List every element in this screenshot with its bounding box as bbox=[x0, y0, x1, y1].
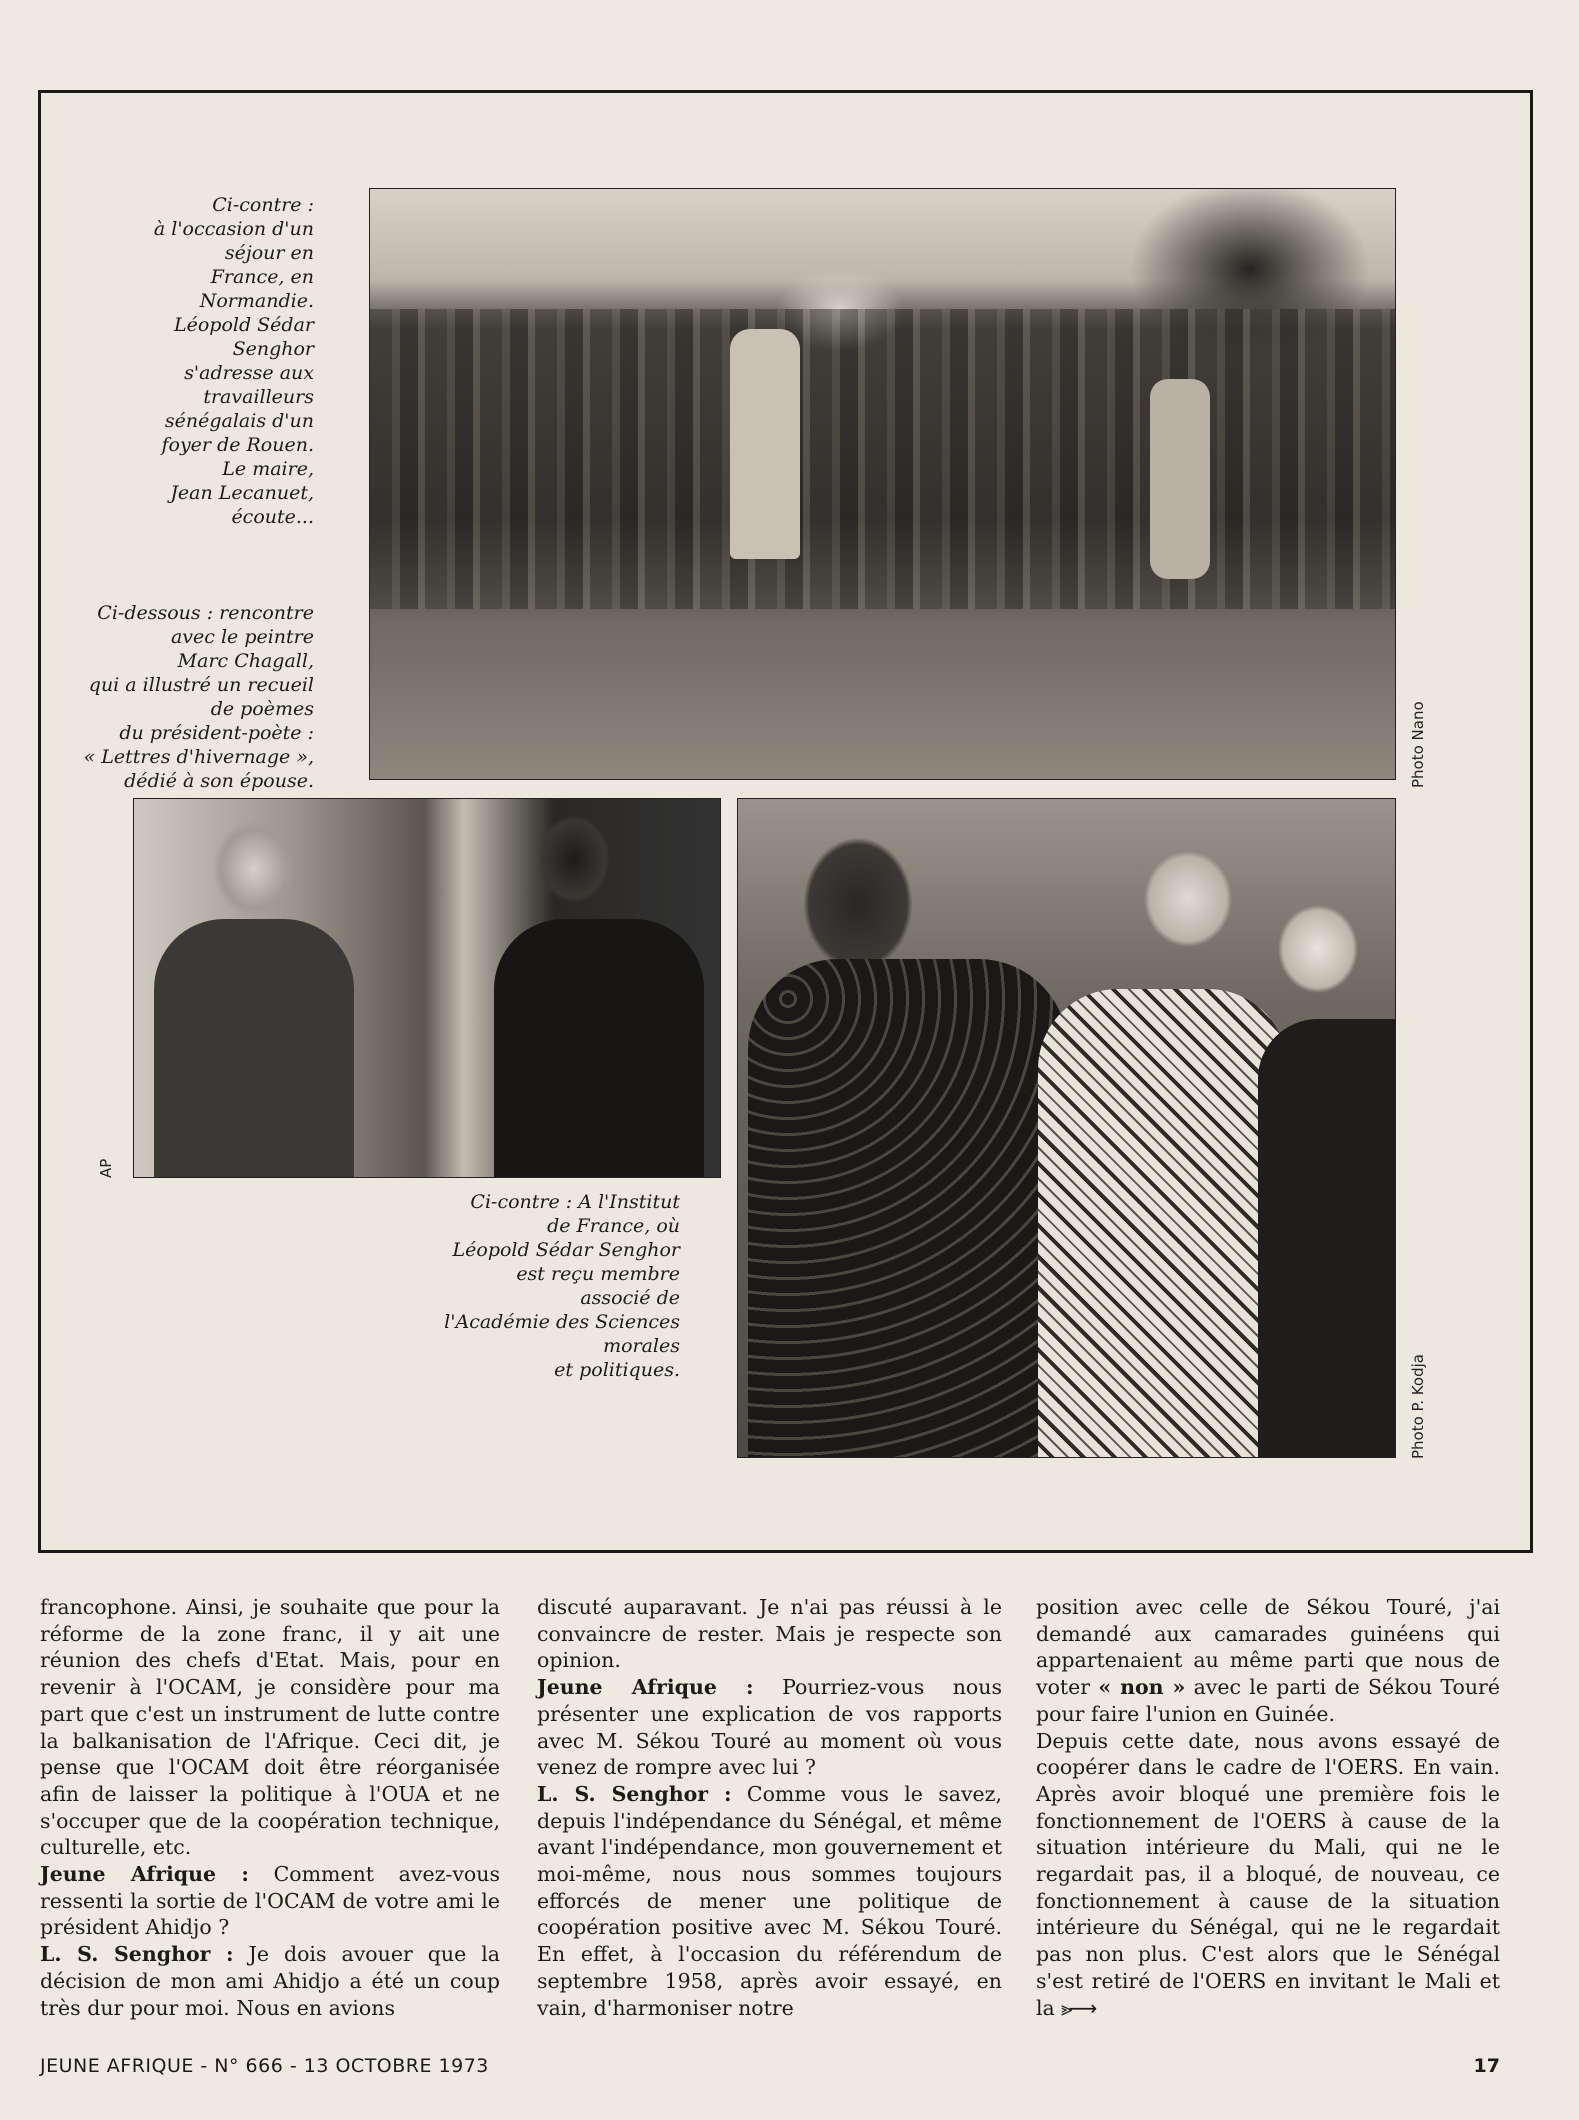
page-footer bbox=[40, 2055, 1500, 2085]
answer-text: Comme vous le savez, depuis l'indépendance du Sénégal, et même avant l'indépendance, mon gouvernement et moi-même, nous nous sommes toujours efforcés de mener une politique de coopération positive avec M. Sékou Touré. En effet, à l'occasion du référendum de septembre 1958, après avoir essayé, en vain, d'harmoniser notre bbox=[537, 1781, 1002, 2020]
paragraph-text: position avec celle de Sékou Touré, j'ai demandé aux camarades guinéens qui appartenaient au même parti que nous de voter bbox=[1036, 1595, 1500, 1700]
publication-info: JEUNE AFRIQUE - N° 666 - 13 OCTOBRE 1973 bbox=[40, 2055, 489, 2077]
continue-arrow-icon: ⪢⟶ bbox=[1061, 1995, 1094, 2020]
speaker-label: L. S. Senghor : bbox=[40, 1942, 234, 1967]
question-text: Comment avez-vous ressenti la sortie de l'OCAM de votre ami le président Ahidjo ? bbox=[40, 1862, 500, 1940]
caption-chagall: Ci-dessous : rencontre avec le peintre Marc Chagall, qui a illustré un recueil de poèmes du président-poète : « Lettres d'hivernage », dédié à son épouse. bbox=[83, 602, 314, 792]
text-column-2 bbox=[537, 1594, 1002, 2021]
answer-text: Je dois avouer que la décision de mon ami Ahidjo a été un coup très dur pour moi. Nous en avions bbox=[40, 1942, 500, 2020]
answer-paragraph bbox=[40, 1941, 500, 2021]
page-number: 17 bbox=[1473, 2055, 1500, 2077]
speaker-label: L. S. Senghor : bbox=[537, 1781, 732, 1806]
question-paragraph bbox=[537, 1674, 1002, 1781]
question-paragraph bbox=[40, 1861, 500, 1941]
paragraph-text: Depuis cette date, nous avons essayé de coopérer dans le cadre de l'OERS. En vain. Après avoir bloqué une première fois le fonctionnement de l'OERS à cause de la situation intérieure du Mali, qui ne le regardait pas, il a bloqué, de nouveau, ce fonctionnement à cause de la situation intérieure du Sénégal, qui ne le regardait pas non plus. C'est alors que le Sénégal s'est retiré de l'OERS en invitant le Mali et la bbox=[1036, 1728, 1500, 2020]
paragraph: discuté auparavant. Je n'ai pas réussi à le convaincre de rester. Mais je respecte son opinion. bbox=[537, 1595, 1002, 1673]
paragraph-text: avec le parti de Sékou Touré pour faire l'union en Guinée. bbox=[1036, 1675, 1500, 1726]
photo-spread-frame bbox=[38, 90, 1533, 1553]
paragraph: francophone. Ainsi, je souhaite que pour la réforme de la zone franc, il y ait une réunion des chefs d'Etat. Mais, pour en revenir à l'OCAM, je considère pour ma part que c'est un instrument de lutte contre la balkanisation de l'Afrique. Ceci dit, je pense que l'OCAM doit être réorganisée afin de laisser la politique à l'OUA et ne s'occuper que de la coopération technique, culturelle, etc. bbox=[40, 1595, 500, 1860]
photo-chagall-meeting bbox=[133, 798, 721, 1178]
paragraph bbox=[1036, 1728, 1500, 2022]
caption-rouen: Ci-contre : à l'occasion d'un séjour en France, en Normandie. Léopold Sédar Senghor s'adresse aux travailleurs sénégalais d'un foyer de Rouen. Le maire, Jean Lecanuet, écoute... bbox=[153, 194, 314, 528]
photo-credit-ap: AP bbox=[97, 1158, 115, 1178]
photo-institut-de-france bbox=[737, 798, 1396, 1458]
photo-credit-kodja: Photo P. Kodja bbox=[1409, 1354, 1427, 1459]
answer-paragraph bbox=[537, 1781, 1002, 2021]
speaker-label: Jeune Afrique : bbox=[537, 1675, 754, 1700]
question-text: Pourriez-vous nous présenter une explication de vos rapports avec M. Sékou Touré au moment où vous venez de rompre avec lui ? bbox=[537, 1675, 1002, 1780]
text-column-1 bbox=[40, 1594, 500, 2021]
speaker-label: Jeune Afrique : bbox=[40, 1862, 249, 1887]
paragraph bbox=[1036, 1594, 1500, 1728]
text-column-3 bbox=[1036, 1594, 1500, 2021]
caption-institut: Ci-contre : A l'Institut de France, où Léopold Sédar Senghor est reçu membre associé de l'Académie des Sciences morales et politiques. bbox=[444, 1191, 680, 1381]
emphasis-non: « non » bbox=[1098, 1675, 1186, 1700]
photo-rouen-speech bbox=[369, 188, 1396, 780]
photo-credit-nano: Photo Nano bbox=[1409, 701, 1427, 788]
